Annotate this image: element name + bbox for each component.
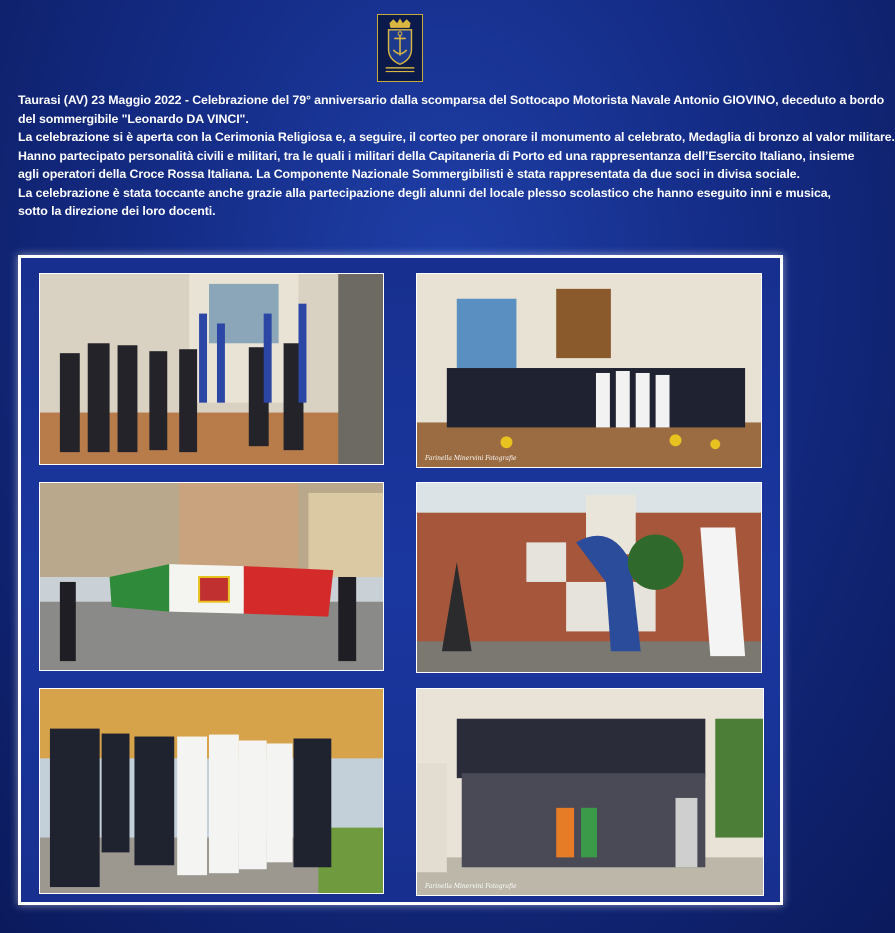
intro-line: del sommergibile "Leonardo DA VINCI". bbox=[18, 111, 249, 126]
photo-credit: Farinella Minervini Fotografie bbox=[425, 455, 517, 462]
photo-flag-square bbox=[39, 482, 384, 671]
intro-line: La celebrazione si è aperta con la Cerimonia Religiosa e, a seguire, il corteo per onorare il monumento al celebrato, Medaglia di bronzo al valor militare. bbox=[18, 130, 895, 144]
intro-line: Hanno partecipato personalità civili e militari, tra le quali i militari della Capitaneria di Porto ed una rappresentanza dell’Esercito Italiano, insieme bbox=[18, 148, 855, 163]
intro-line: agli operatori della Croce Rossa Italiana. La Componente Nazionale Sommergibilisti è stata rappresentata da due soci in divisa sociale. bbox=[18, 167, 800, 181]
submarine-crest-icon bbox=[378, 15, 422, 81]
intro-line: La celebrazione è stata toccante anche grazie alla partecipazione degli alunni del locale plesso scolastico che hanno eseguito inni e musica, bbox=[18, 185, 831, 200]
photo-church-ceremony bbox=[39, 273, 384, 465]
logo-crest bbox=[377, 14, 423, 82]
photo-credit: Farinella Minervini Fotografie bbox=[425, 883, 517, 890]
photo-students-steps bbox=[416, 688, 764, 896]
intro-line: sotto la direzione dei loro docenti. bbox=[18, 204, 216, 218]
intro-text bbox=[18, 91, 895, 221]
photo-navy-group bbox=[39, 688, 384, 894]
photo-church-group bbox=[416, 273, 762, 468]
photo-wreath-monument bbox=[416, 482, 762, 673]
intro-line: Taurasi (AV) 23 Maggio 2022 - Celebrazione del 79° anniversario dalla scomparsa del Sottocapo Motorista Navale Antonio GIOVINO, deceduto a bordo bbox=[18, 93, 885, 107]
